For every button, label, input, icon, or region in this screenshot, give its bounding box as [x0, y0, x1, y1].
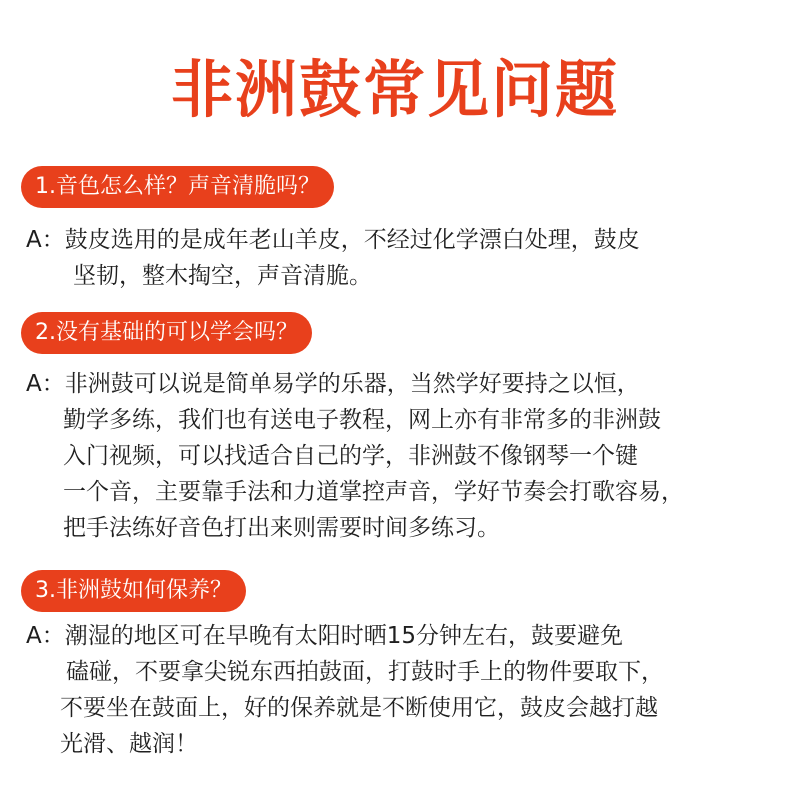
answer-1-line-1: A：鼓皮选用的是成年老山羊皮，不经过化学漂白处理，鼓皮 — [26, 227, 640, 253]
question-2-badge: 2.没有基础的可以学会吗？ — [21, 312, 312, 354]
answer-3-line-1: A：潮湿的地区可在早晚有太阳时晒15分钟左右，鼓要避免 — [26, 623, 624, 649]
answer-1-line-2: 坚韧，整木掏空，声音清脆。 — [73, 263, 372, 289]
answer-2-line-1: A：非洲鼓可以说是简单易学的乐器，当然学好要持之以恒， — [26, 371, 640, 397]
answer-2-line-2: 勤学多练，我们也有送电子教程，网上亦有非常多的非洲鼓 — [63, 407, 661, 433]
question-1-badge: 1.音色怎么样？声音清脆吗？ — [21, 166, 334, 208]
question-3-badge: 3.非洲鼓如何保养？ — [21, 570, 246, 612]
answer-3 — [26, 618, 776, 762]
answer-3-line-4: 光滑、越润！ — [60, 731, 198, 757]
answer-3-line-2: 磕碰，不要拿尖锐东西拍鼓面，打鼓时手上的物件要取下， — [66, 659, 664, 685]
answer-2-line-5: 把手法练好音色打出来则需要时间多练习。 — [63, 515, 500, 541]
page-title: 非洲鼓常见问题 — [170, 53, 619, 126]
answer-3-line-3: 不要坐在鼓面上，好的保养就是不断使用它，鼓皮会越打越 — [60, 695, 658, 721]
answer-2-line-3: 入门视频，可以找适合自己的学，非洲鼓不像钢琴一个键 — [63, 443, 638, 469]
answer-2-line-4: 一个音，主要靠手法和力道掌控声音，学好节奏会打歌容易， — [63, 479, 684, 505]
answer-1 — [26, 222, 776, 294]
answer-2 — [26, 366, 776, 546]
